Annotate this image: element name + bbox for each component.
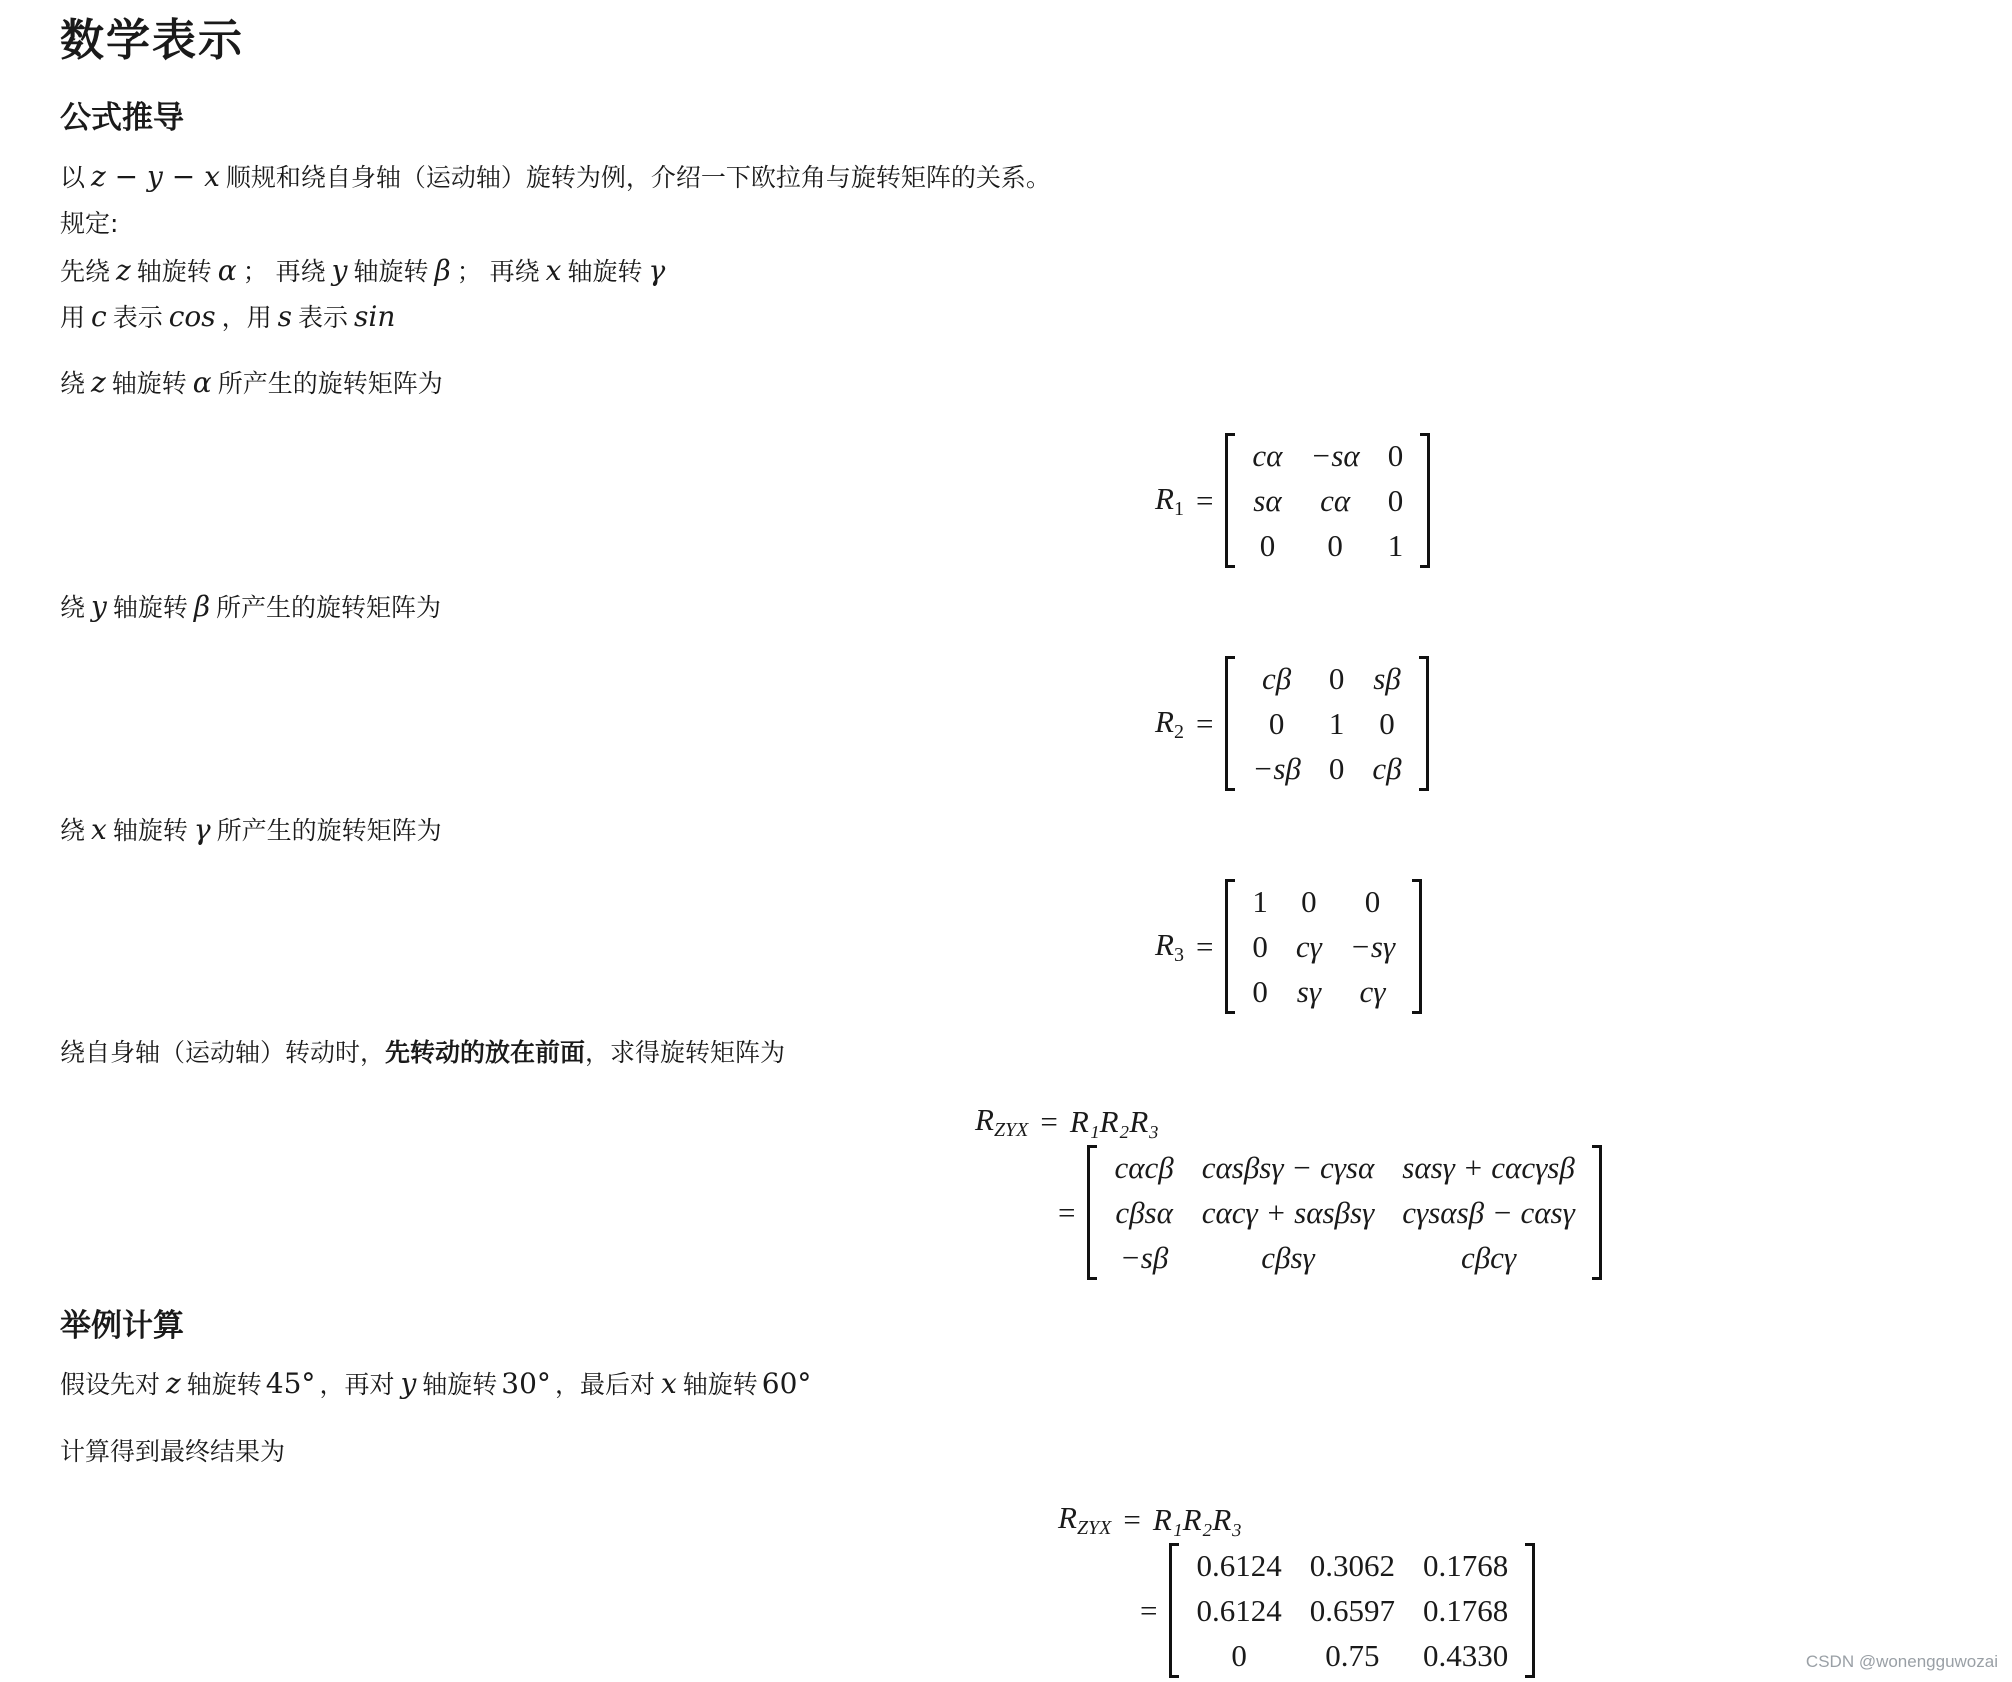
result-text: 计算得到最终结果为 (60, 1437, 286, 1466)
matrix-cell: 0 (1231, 1638, 1247, 1673)
r2-lhs: $R_2$ (1155, 703, 1184, 743)
matrix-cell: cαcγ + sαsβsγ (1201, 1195, 1375, 1230)
matrix-cell: 0 (1328, 661, 1345, 696)
matrix-cell: −sβ (1252, 751, 1301, 786)
matrix-cell: cβ (1262, 661, 1292, 696)
rzyx-product-line: $R_{ZYX}$ = R₁R₂R₃ (975, 1102, 1160, 1141)
intro-paragraph: 以 z − y − x 顺规和绕自身轴（运动轴）旋转为例，介绍一下欧拉角与旋转矩阵的关系。 (60, 160, 1051, 193)
math-zyx: z − y − x (91, 160, 220, 193)
rule-label: 规定: (60, 209, 119, 238)
matrix-cell: −sγ (1349, 929, 1396, 964)
matrix-cell: sβ (1373, 661, 1401, 696)
matrix-cell: 0 (1327, 528, 1343, 563)
example-assumption: 假设先对 z 轴旋转 45° ，再对 y 轴旋转 30° ，最后对 x 轴旋转 60° (60, 1367, 812, 1400)
matrix-cell: sγ (1296, 974, 1322, 1009)
rule-line-rotation-order: 先绕 z 轴旋转 α ； 再绕 y 轴旋转 β ； 再绕 x 轴旋转 γ (60, 254, 666, 287)
ry-description: 绕 y 轴旋转 β 所产生的旋转矩阵为 (60, 590, 442, 623)
matrix-cell: 0.1768 (1422, 1548, 1509, 1583)
matrix-cell: 0 (1259, 528, 1276, 563)
matrix-cell: −sβ (1119, 1240, 1169, 1275)
matrix-cell: cγsαsβ − cαsγ (1402, 1195, 1575, 1230)
matrix-cell: 0.4330 (1422, 1638, 1509, 1673)
rule-line-notation: 用 c 表示 cos ，用 s 表示 sin (60, 300, 396, 333)
matrix-cell: 0 (1301, 884, 1317, 919)
matrix-cell: 0 (1387, 438, 1404, 473)
matrix-cell: 1 (1328, 706, 1345, 741)
matrix-cell: cβsγ (1261, 1240, 1315, 1275)
matrix-cell: cβsα (1115, 1195, 1173, 1230)
matrix-cell: cα (1252, 438, 1283, 473)
rx-description: 绕 x 轴旋转 γ 所产生的旋转矩阵为 (60, 813, 442, 846)
matrix-cell: 0.6124 (1196, 1548, 1282, 1583)
matrix-cell: 0.1768 (1422, 1593, 1509, 1628)
section-heading-example: 举例计算 (60, 1308, 184, 1344)
matrix-equation-r2: $R_2$ = cβ 0 sβ 0 1 0 −sβ 0 cβ (1155, 656, 1429, 791)
matrix-cell: cγ (1359, 974, 1386, 1009)
matrix-equation-rnum: = 0.6124 0.3062 0.1768 0.6124 0.6597 0.1768 0 0.75 0.4330 (1140, 1543, 1535, 1678)
matrix-rzyx-numeric (1169, 1543, 1535, 1678)
rz-description: 绕 z 轴旋转 α 所产生的旋转矩阵为 (60, 366, 443, 399)
rzyx-numeric-product-line: $R_{ZYX}$ = R₁R₂R₃ (1058, 1500, 1243, 1539)
section-heading-derivation: 公式推导 (60, 100, 184, 136)
matrix-cell: cγ (1295, 929, 1322, 964)
matrix-cell: cαcβ (1114, 1150, 1174, 1185)
matrix-cell: 1 (1387, 528, 1404, 563)
matrix-r2 (1225, 656, 1428, 791)
matrix-rzyx (1087, 1145, 1601, 1280)
matrix-cell: cβ (1372, 751, 1402, 786)
matrix-cell: cα (1320, 483, 1351, 518)
matrix-cell: 1 (1252, 884, 1268, 919)
matrix-cell: 0.75 (1325, 1638, 1380, 1673)
matrix-cell: 0.3062 (1309, 1548, 1395, 1583)
r3-lhs: $R_3$ (1155, 926, 1184, 966)
matrix-cell: sαsγ + cαcγsβ (1402, 1150, 1575, 1185)
matrix-cell: sα (1253, 483, 1282, 518)
page-title: 数学表示 (60, 15, 244, 66)
matrix-r3 (1225, 879, 1422, 1014)
matrix-cell: 0 (1268, 706, 1285, 741)
matrix-cell: cβcγ (1460, 1240, 1517, 1275)
matrix-cell: 0 (1387, 483, 1404, 518)
matrix-equation-r3: $R_3$ = 1 0 0 0 cγ −sγ 0 sγ cγ (1155, 879, 1422, 1014)
combined-description: 绕自身轴（运动轴）转动时，先转动的放在前面，求得旋转矩阵为 (60, 1038, 786, 1067)
r1-lhs: $R_1$ (1155, 480, 1184, 520)
matrix-cell: 0 (1252, 974, 1268, 1009)
emphasis-text: 先转动的放在前面 (385, 1038, 586, 1067)
matrix-cell: 0 (1328, 751, 1345, 786)
matrix-cell: 0 (1379, 706, 1395, 741)
matrix-r1 (1225, 433, 1430, 568)
watermark: CSDN @wonengguwozai (1805, 1652, 1998, 1671)
matrix-equation-r1: $R_1$ = cα −sα 0 sα cα 0 0 0 1 (1155, 433, 1430, 568)
matrix-cell: 0.6597 (1309, 1593, 1395, 1628)
matrix-cell: 0.6124 (1196, 1593, 1282, 1628)
matrix-cell: 0 (1364, 884, 1381, 919)
matrix-cell: cαsβsγ − cγsα (1201, 1150, 1375, 1185)
matrix-cell: 0 (1252, 929, 1268, 964)
matrix-cell: −sα (1310, 438, 1360, 473)
matrix-equation-rzyx: = cαcβ cαsβsγ − cγsα sαsγ + cαcγsβ cβsα cαcγ + sαsβsγ cγsαsβ − cαsγ −sβ cβsγ cβcγ (1058, 1145, 1602, 1280)
